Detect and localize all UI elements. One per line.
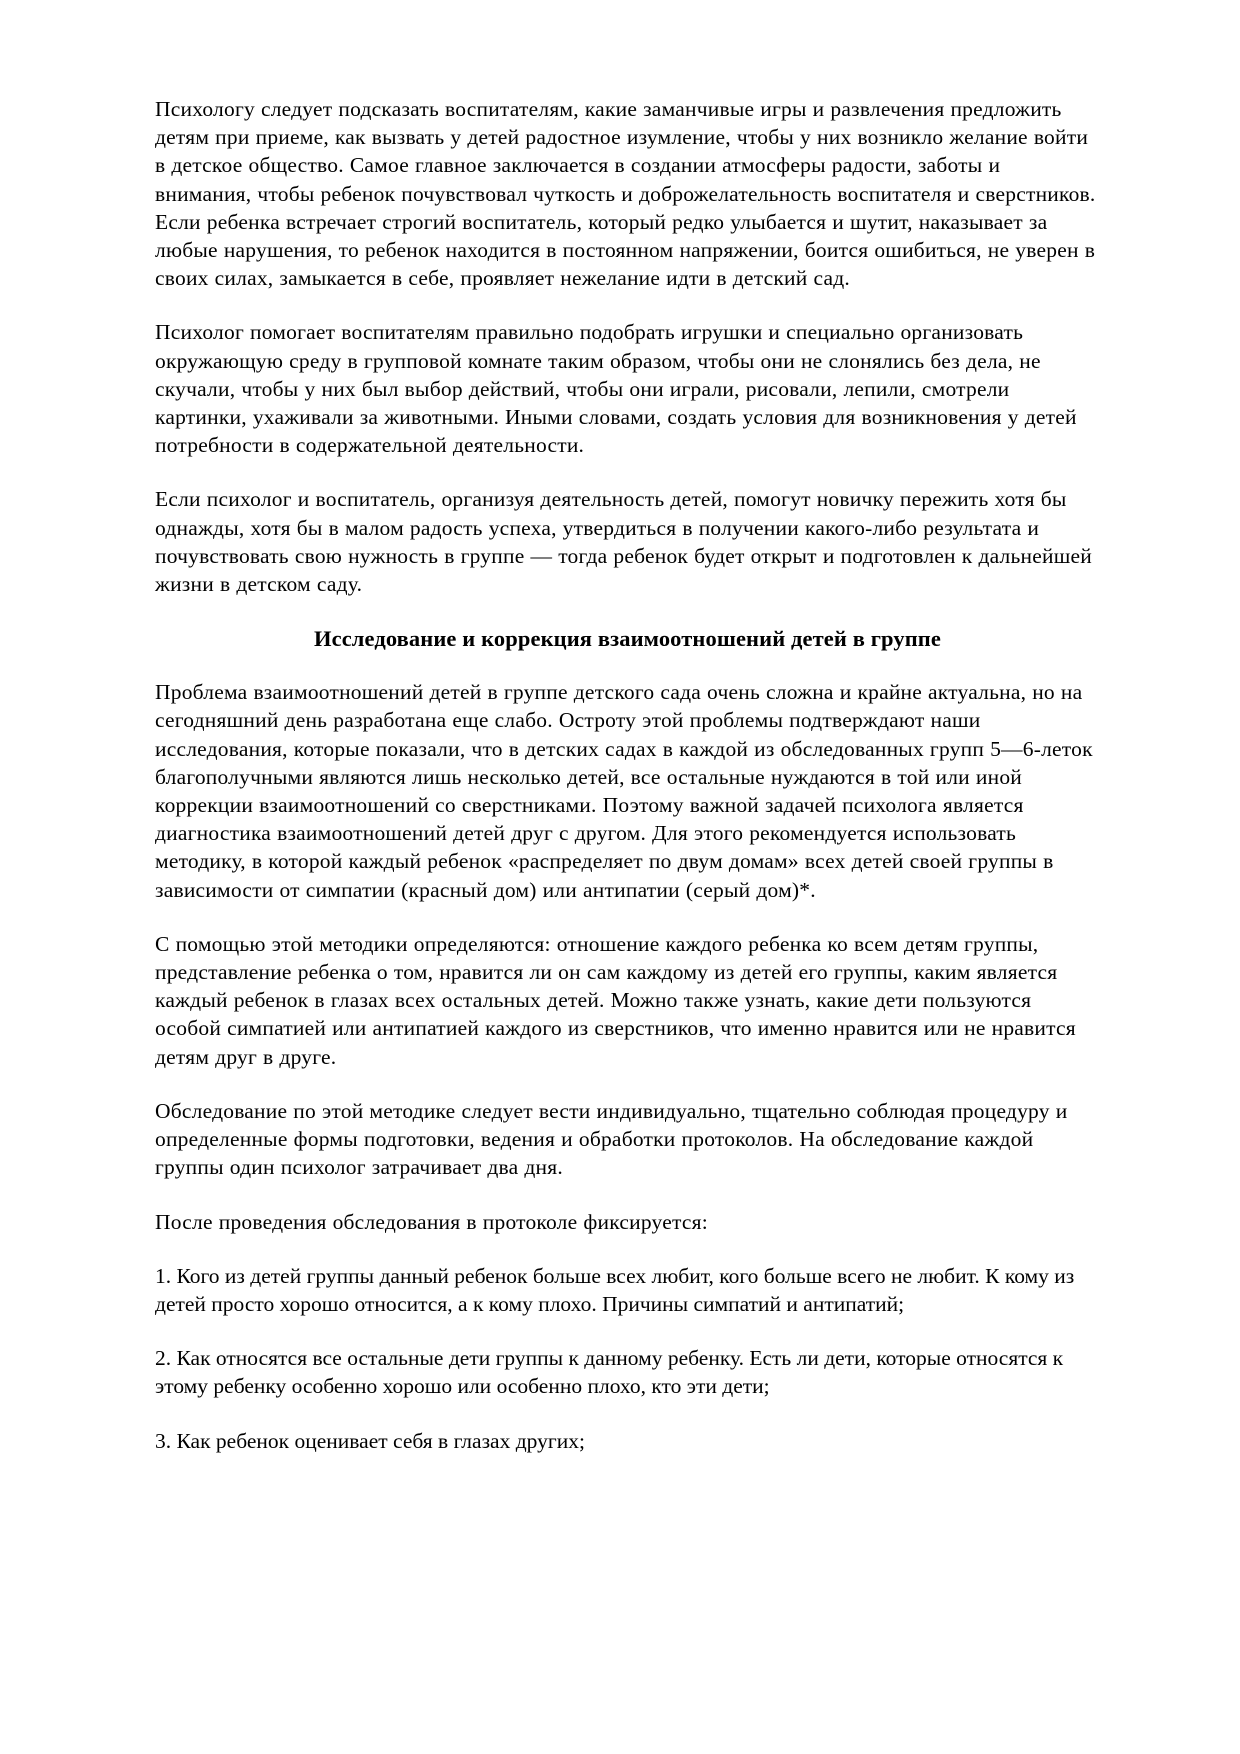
paragraph-method-determines: С помощью этой методики определяются: отношение каждого ребенка ко всем детям группы, представление ребенка о том, нравится ли он сам каждому из детей его группы, каким является каждый ребенок в глазах всех остальных детей. Можно также узнать, какие дети пользуются особой симпатией или антипатией каждого из сверстников, что именно нравится или не нравится детям друг в друге. bbox=[155, 931, 1076, 1069]
paragraph-survey-procedure: Обследование по этой методике следует вести индивидуально, тщательно соблюдая процедуру и определенные формы подготовки, ведения и обработки протоколов. На обследование каждой группы один психолог затрачивает два дня. bbox=[155, 1098, 1068, 1180]
protocol-item-1: 1. Кого из детей группы данный ребенок больше всех любит, кого больше всего не любит. К кому из детей просто хорошо относится, а к кому плохо. Причины симпатий и антипатий; bbox=[155, 1263, 1075, 1316]
paragraph-success-joy: Если психолог и воспитатель, организуя деятельность детей, помогут новичку пережить хотя бы однажды, хотя бы в малом радость успеха, утвердиться в получении какого-либо результата и почувствовать свою нужность в группе — тогда ребенок будет открыт и подготовлен к дальнейшей жизни в детском саду. bbox=[155, 487, 1092, 597]
section-heading-research-correction: Исследование и коррекция взаимоотношений детей в группе bbox=[314, 626, 941, 652]
paragraph-problem-relationships: Проблема взаимоотношений детей в группе детского сада очень сложна и крайне актуальна, но на сегодняшний день разработана еще слабо. Остроту этой проблемы подтверждают наши исследования, которые показали, что в детских садах в каждой из обследованных групп 5—6-леток благополучными являются лишь несколько детей, все остальные нуждаются в той или иной коррекции взаимоотношений со сверстниками. Поэтому важной задачей психолога является диагностика взаимоотношений детей друг с другом. Для этого рекомендуется использовать методику, в которой каждый ребенок «распределяет по двум домам» всех детей своей группы в зависимости от симпатии (красный дом) или антипатии (серый дом)*. bbox=[155, 680, 1093, 902]
protocol-item-2: 2. Как относятся все остальные дети группы к данному ребенку. Есть ли дети, которые относятся к этому ребенку особенно хорошо или особенно плохо, кто эти дети; bbox=[155, 1346, 1064, 1399]
document-text-column bbox=[155, 95, 1100, 1455]
paragraph-psychologist-advice: Психологу следует подсказать воспитателям, какие заманчивые игры и развлечения предложить детям при приеме, как вызвать у детей радостное изумление, чтобы у них возникло желание войти в детское общество. Самое главное заключается в создании атмосферы радости, заботы и внимания, чтобы ребенок почувствовал чуткость и доброжелательность воспитателя и сверстников. Если ребенка встречает строгий воспитатель, который редко улыбается и шутит, наказывает за любые нарушения, то ребенок находится в постоянном напряжении, боится ошибиться, не уверен в своих силах, замыкается в себе, проявляет нежелание идти в детский сад. bbox=[155, 97, 1096, 291]
paragraph-toys-environment: Психолог помогает воспитателям правильно подобрать игрушки и специально организовать окружающую среду в групповой комнате таким образом, чтобы они не слонялись без дела, не скучали, чтобы у них был выбор действий, чтобы они играли, рисовали, лепили, смотрели картинки, ухаживали за животными. Иными словами, создать условия для возникновения у детей потребности в содержательной деятельности. bbox=[155, 320, 1077, 458]
protocol-item-3: 3. Как ребенок оценивает себя в глазах других; bbox=[155, 1428, 585, 1453]
paragraph-protocol-intro: После проведения обследования в протоколе фиксируется: bbox=[155, 1209, 708, 1234]
